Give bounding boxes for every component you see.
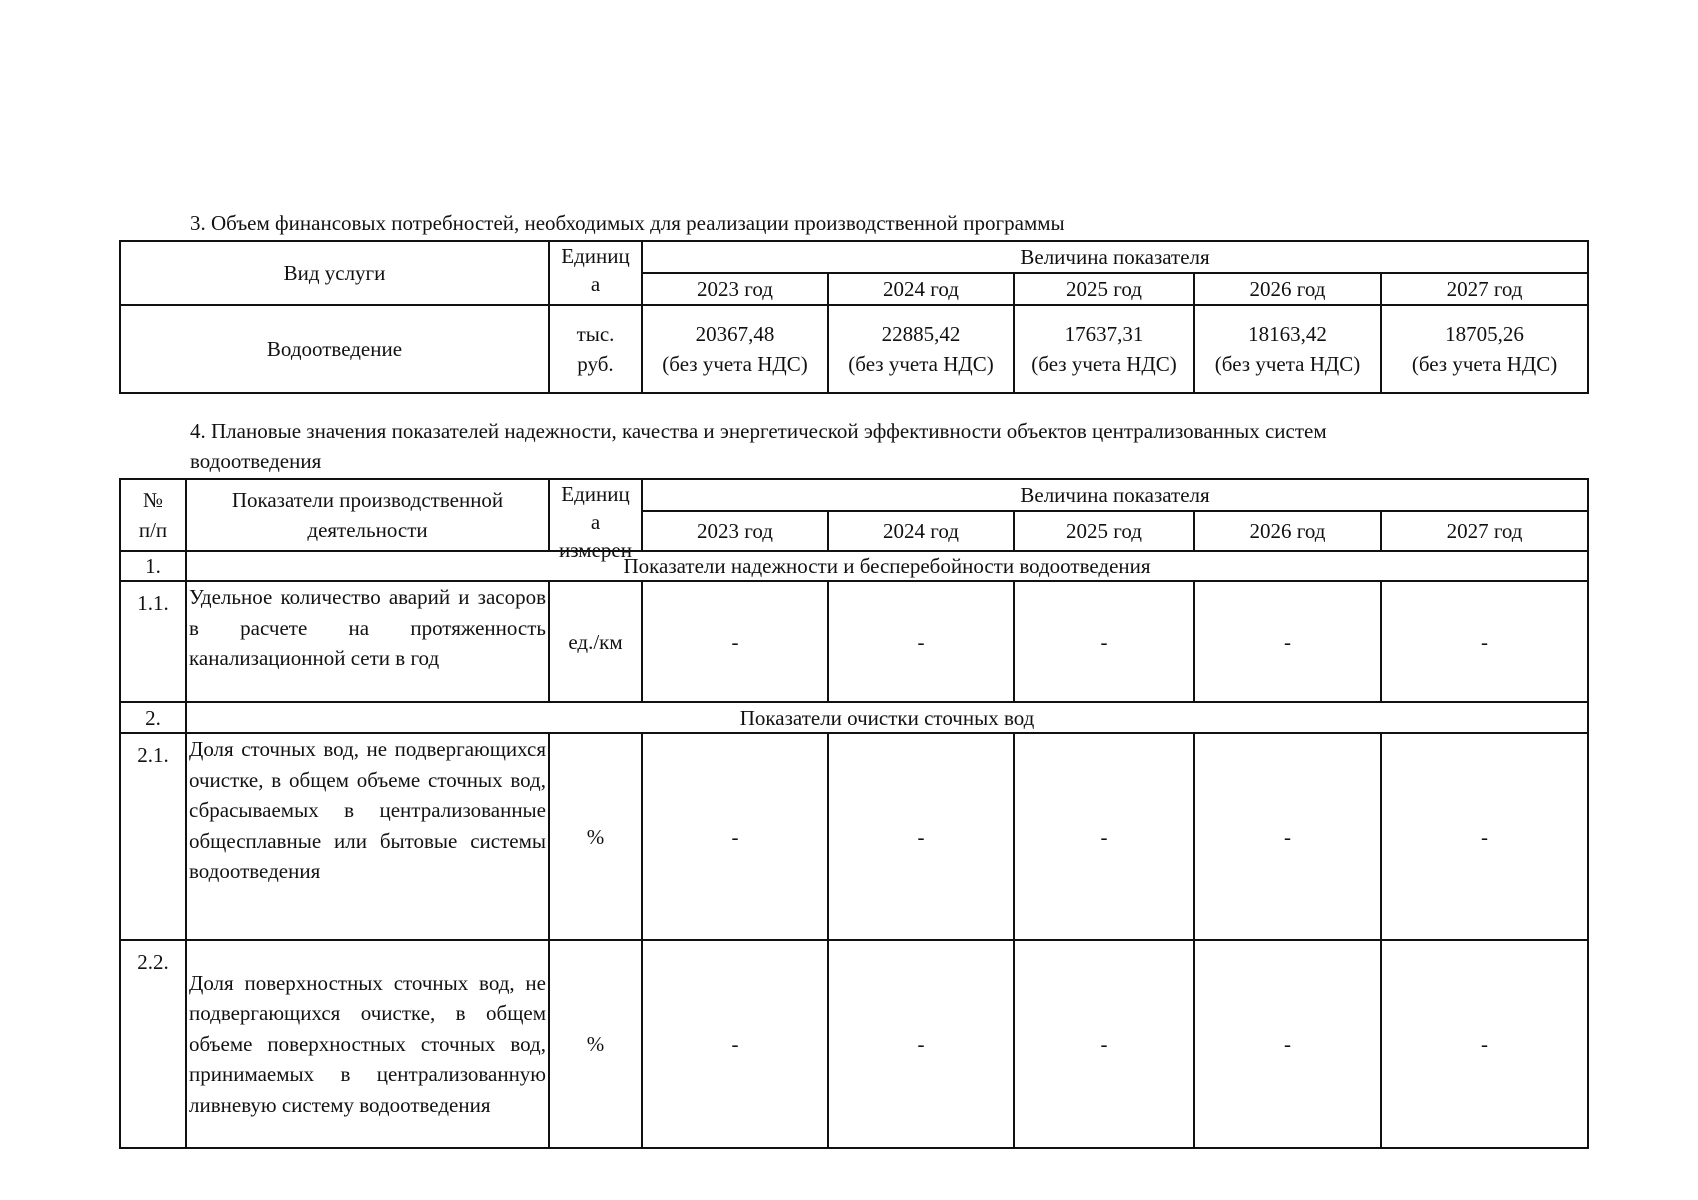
- value-note: (без учета НДС): [662, 352, 808, 376]
- header-year: 2024 год: [828, 511, 1014, 551]
- value-cell: [1381, 305, 1588, 393]
- value-cell: -: [828, 733, 1014, 940]
- header-unit: [549, 479, 642, 562]
- value-cell: -: [828, 940, 1014, 1148]
- header-num: [120, 479, 186, 551]
- header-year: 2026 год: [1194, 511, 1381, 551]
- value-amount: 18163,42: [1248, 322, 1327, 346]
- row-unit: [549, 305, 642, 393]
- row-unit-line2: руб.: [577, 352, 614, 376]
- header-unit-line1: Единиц: [561, 482, 630, 506]
- header-year: 2024 год: [828, 273, 1014, 305]
- header-unit-line1: Единиц: [561, 244, 630, 268]
- value-cell: -: [1014, 581, 1194, 702]
- header-unit-line2: а: [590, 272, 601, 296]
- header-year: 2023 год: [642, 273, 828, 305]
- value-amount: 18705,26: [1445, 322, 1524, 346]
- group-title: Показатели очистки сточных вод: [186, 702, 1588, 733]
- header-indicator: Показатели производственной деятельности: [186, 479, 549, 551]
- value-cell: -: [642, 581, 828, 702]
- value-cell: -: [1381, 733, 1588, 940]
- row-num: 2.1.: [120, 733, 186, 940]
- row-unit: ед./км: [549, 581, 642, 702]
- value-note: (без учета НДС): [1031, 352, 1177, 376]
- value-cell: [642, 305, 828, 393]
- header-year: 2026 год: [1194, 273, 1381, 305]
- row-indicator-text: Доля поверхностных сточных вод, не подвергающихся очистке, в общем объеме поверхностных сточных вод, принимаемых в централизованную ливневую систему водоотведения: [186, 940, 549, 1148]
- header-year: 2027 год: [1381, 273, 1588, 305]
- header-num-line2: п/п: [138, 518, 168, 542]
- row-indicator-text: Доля сточных вод, не подвергающихся очистке, в общем объеме сточных вод, сбрасываемых в централизованные общесплавные или бытовые системы водоотведения: [186, 733, 549, 940]
- row-service: Водоотведение: [120, 305, 549, 393]
- row-indicator-text: Удельное количество аварий и засоров в расчете на протяженность канализационной сети в год: [186, 581, 549, 702]
- value-cell: -: [1381, 581, 1588, 702]
- header-unit: [549, 241, 642, 305]
- header-year: 2027 год: [1381, 511, 1588, 551]
- row-unit-line1: тыс.: [576, 322, 615, 346]
- header-unit-clip: [550, 480, 641, 562]
- value-amount: 20367,48: [695, 322, 775, 346]
- value-amount: 22885,42: [881, 322, 961, 346]
- header-year: 2025 год: [1014, 511, 1194, 551]
- header-unit-line3: измерен: [559, 538, 632, 562]
- group-num: 2.: [120, 702, 186, 733]
- value-cell: -: [1381, 940, 1588, 1148]
- value-cell: [1014, 305, 1194, 393]
- value-cell: -: [1014, 733, 1194, 940]
- value-amount: 17637,31: [1064, 322, 1144, 346]
- header-year: 2025 год: [1014, 273, 1194, 305]
- header-value-group: Величина показателя: [642, 479, 1588, 511]
- value-cell: -: [1194, 940, 1381, 1148]
- financial-needs-table: [119, 240, 1589, 394]
- value-cell: -: [642, 940, 828, 1148]
- section4-caption-line2: водоотведения: [190, 449, 322, 473]
- header-service: Вид услуги: [120, 241, 549, 305]
- group-num: 1.: [120, 551, 186, 581]
- row-num: 2.2.: [120, 940, 186, 1148]
- value-note: (без учета НДС): [1214, 352, 1361, 376]
- header-num-line1: №: [142, 488, 164, 512]
- value-cell: -: [1194, 581, 1381, 702]
- header-year: 2023 год: [642, 511, 828, 551]
- value-cell: -: [1014, 940, 1194, 1148]
- row-num: 1.1.: [120, 581, 186, 702]
- value-cell: -: [642, 733, 828, 940]
- value-cell: -: [1194, 733, 1381, 940]
- section4-caption: [190, 416, 1590, 476]
- value-note: (без учета НДС): [848, 352, 994, 376]
- section4-caption-line1: 4. Плановые значения показателей надежности, качества и энергетической эффективности объектов централизованных систем: [190, 419, 1327, 443]
- value-note: (без учета НДС): [1411, 352, 1558, 376]
- header-unit-line2: а: [590, 510, 601, 534]
- header-value-group: Величина показателя: [642, 241, 1588, 273]
- row-unit: %: [549, 733, 642, 940]
- section3-caption: 3. Объем финансовых потребностей, необходимых для реализации производственной программы: [190, 211, 1065, 235]
- value-cell: -: [828, 581, 1014, 702]
- group-title: Показатели надежности и бесперебойности водоотведения: [186, 551, 1588, 581]
- indicators-table: [119, 478, 1589, 1149]
- row-unit: %: [549, 940, 642, 1148]
- value-cell: [828, 305, 1014, 393]
- value-cell: [1194, 305, 1381, 393]
